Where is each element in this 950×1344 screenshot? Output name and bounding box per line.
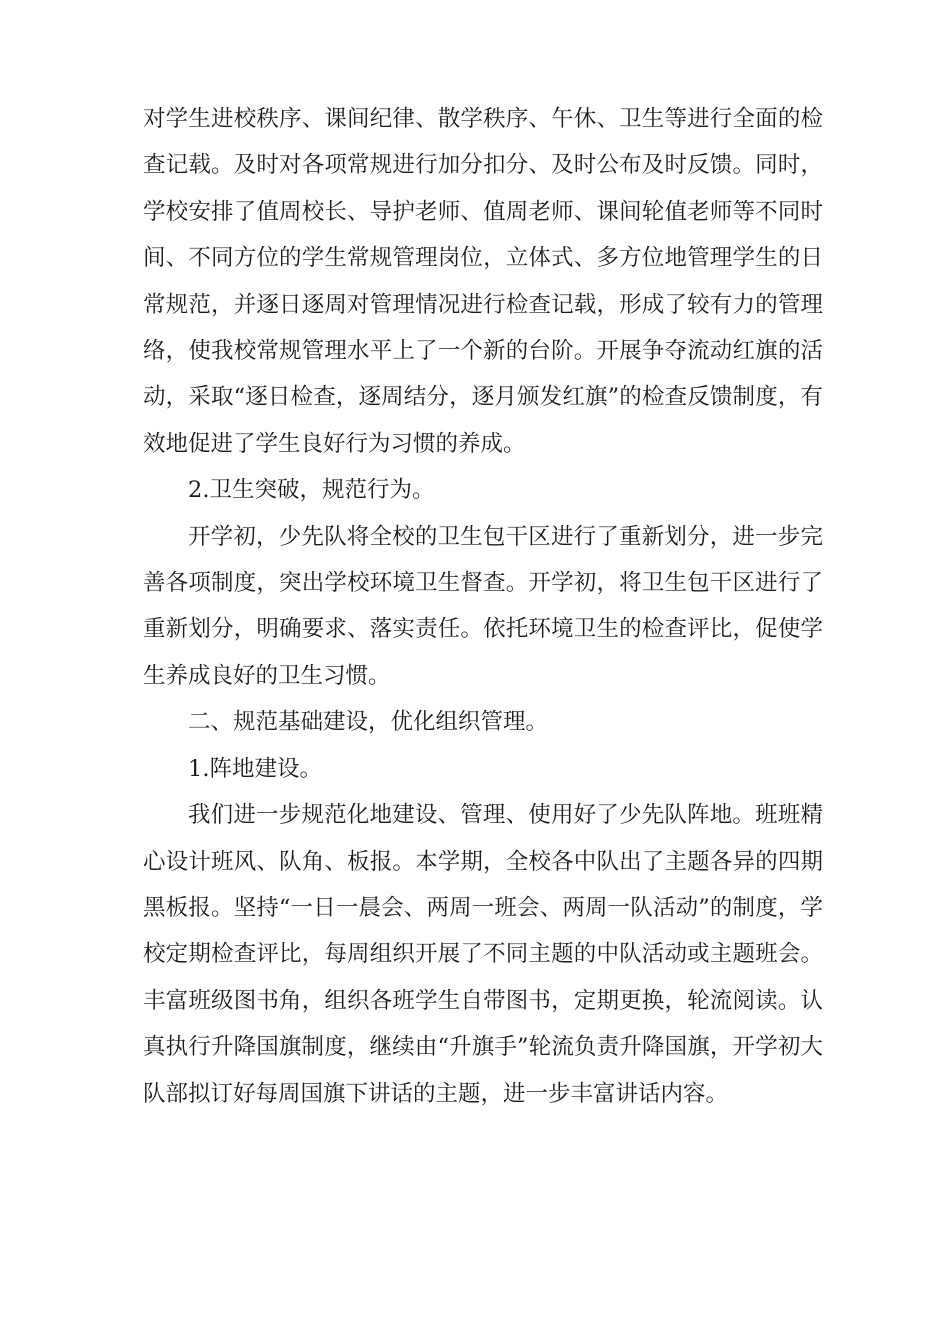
paragraph-hygiene: 开学初，少先队将全校的卫生包干区进行了重新划分，进一步完善各项制度，突出学校环境卫生督查。开学初，将卫生包干区进行了重新划分，明确要求、落实责任。依托环境卫生的检查评比，促使学生养成良好的卫生习惯。 <box>143 523 823 689</box>
heading-hygiene-breakthrough: 2.卫生突破，规范行为。 <box>188 477 435 504</box>
document-body <box>143 96 823 1117</box>
paragraph-routine-management: 对学生进校秩序、课间纪律、散学秩序、午休、卫生等进行全面的检查记载。及时对各项常规进行加分扣分、及时公布及时反馈。同时，学校安排了值周校长、导护老师、值周老师、课间轮值老师等不同时间、不同方位的学生常规管理岗位，立体式、多方位地管理学生的日常规范，并逐日逐周对管理情况进行检查记载，形成了较有力的管理络，使我校常规管理水平上了一个新的台阶。开展争夺流动红旗的活动，采取“逐日检查，逐周结分，逐月颁发红旗”的检查反馈制度，有效地促进了学生良好行为习惯的养成。 <box>143 106 823 457</box>
paragraph-position-building: 我们进一步规范化地建设、管理、使用好了少先队阵地。班班精心设计班风、队角、板报。本学期，全校各中队出了主题各异的四期黑板报。坚持“一日一晨会、两周一班会、两周一队活动”的制度，学校定期检查评比，每周组织开展了不同主题的中队活动或主题班会。丰富班级图书角，组织各班学生自带图书，定期更换，轮流阅读。认真执行升降国旗制度，继续由“升旗手”轮流负责升降国旗，开学初大队部拟订好每周国旗下讲话的主题，进一步丰富讲话内容。 <box>143 802 823 1107</box>
heading-section-two: 二、规范基础建设，优化组织管理。 <box>188 709 549 736</box>
heading-position-building: 1.阵地建设。 <box>188 755 322 782</box>
